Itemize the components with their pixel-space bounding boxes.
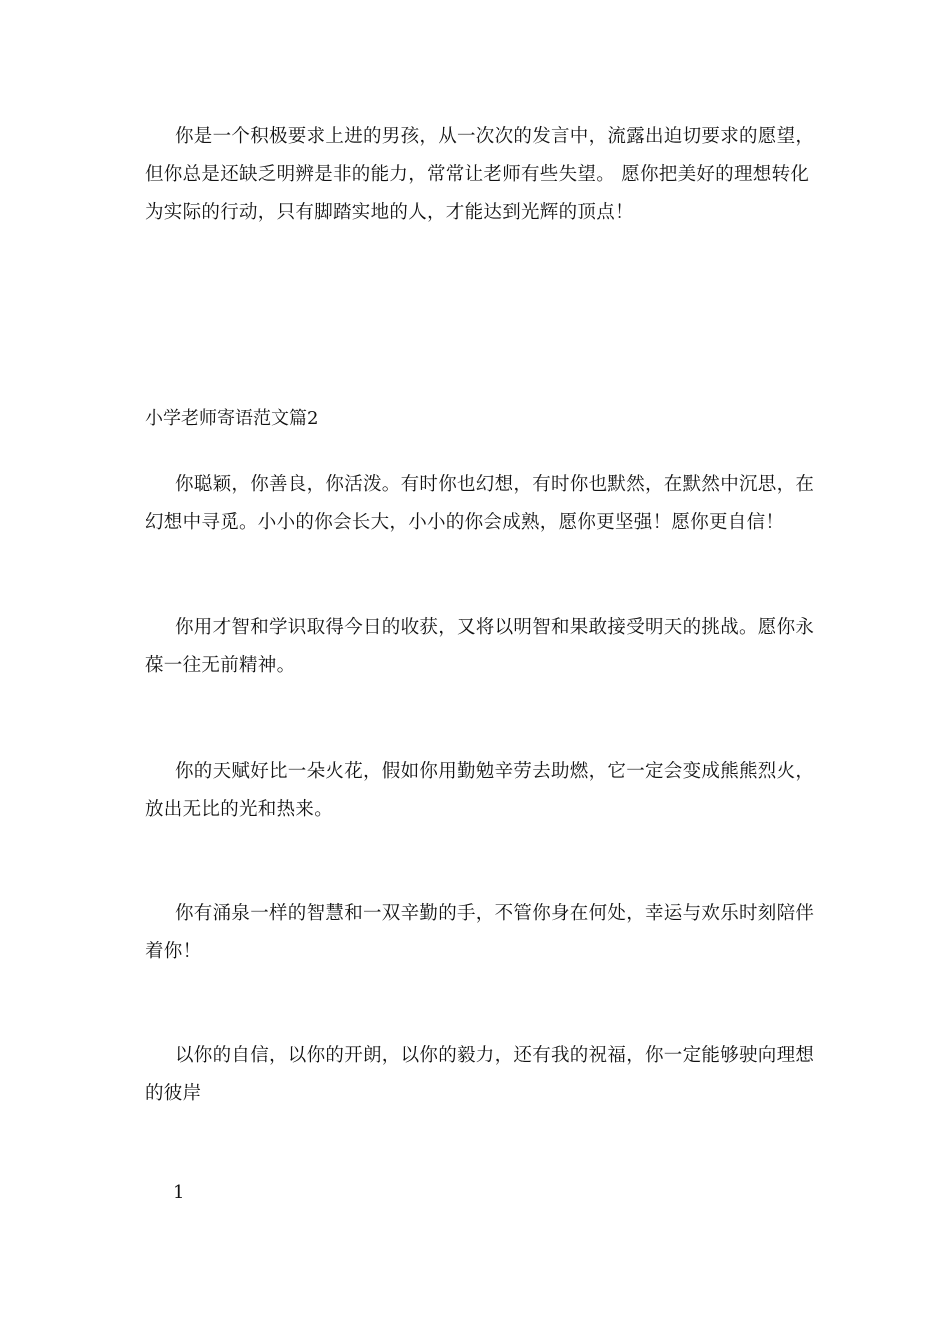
paragraph-2: 你用才智和学识取得今日的收获，又将以明智和果敢接受明天的挑战。愿你永葆一往无前精神。	[145, 617, 815, 676]
paragraph-3: 你的天赋好比一朵火花，假如你用勤勉辛劳去助燃，它一定会变成熊熊烈火，放出无比的光和热来。	[145, 761, 815, 820]
paragraph-1: 你聪颖，你善良，你活泼。有时你也幻想，有时你也默然，在默然中沉思，在幻想中寻觅。小小的你会长大，小小的你会成熟，愿你更坚强！愿你更自信！	[145, 474, 815, 533]
paragraph-intro: 你是一个积极要求上进的男孩，从一次次的发言中，流露出迫切要求的愿望，但你总是还缺乏明辨是非的能力，常常让老师有些失望。 愿你把美好的理想转化为实际的行动，只有脚踏实地的人，才能达到光辉的顶点！	[145, 126, 815, 223]
section-heading: 小学老师寄语范文篇2	[145, 408, 319, 429]
paragraph-4: 你有涌泉一样的智慧和一双辛勤的手，不管你身在何处，幸运与欢乐时刻陪伴着你！	[145, 903, 815, 962]
page-number: 1	[173, 1182, 185, 1203]
paragraph-5: 以你的自信，以你的开朗，以你的毅力，还有我的祝福，你一定能够驶向理想的彼岸	[145, 1045, 815, 1104]
